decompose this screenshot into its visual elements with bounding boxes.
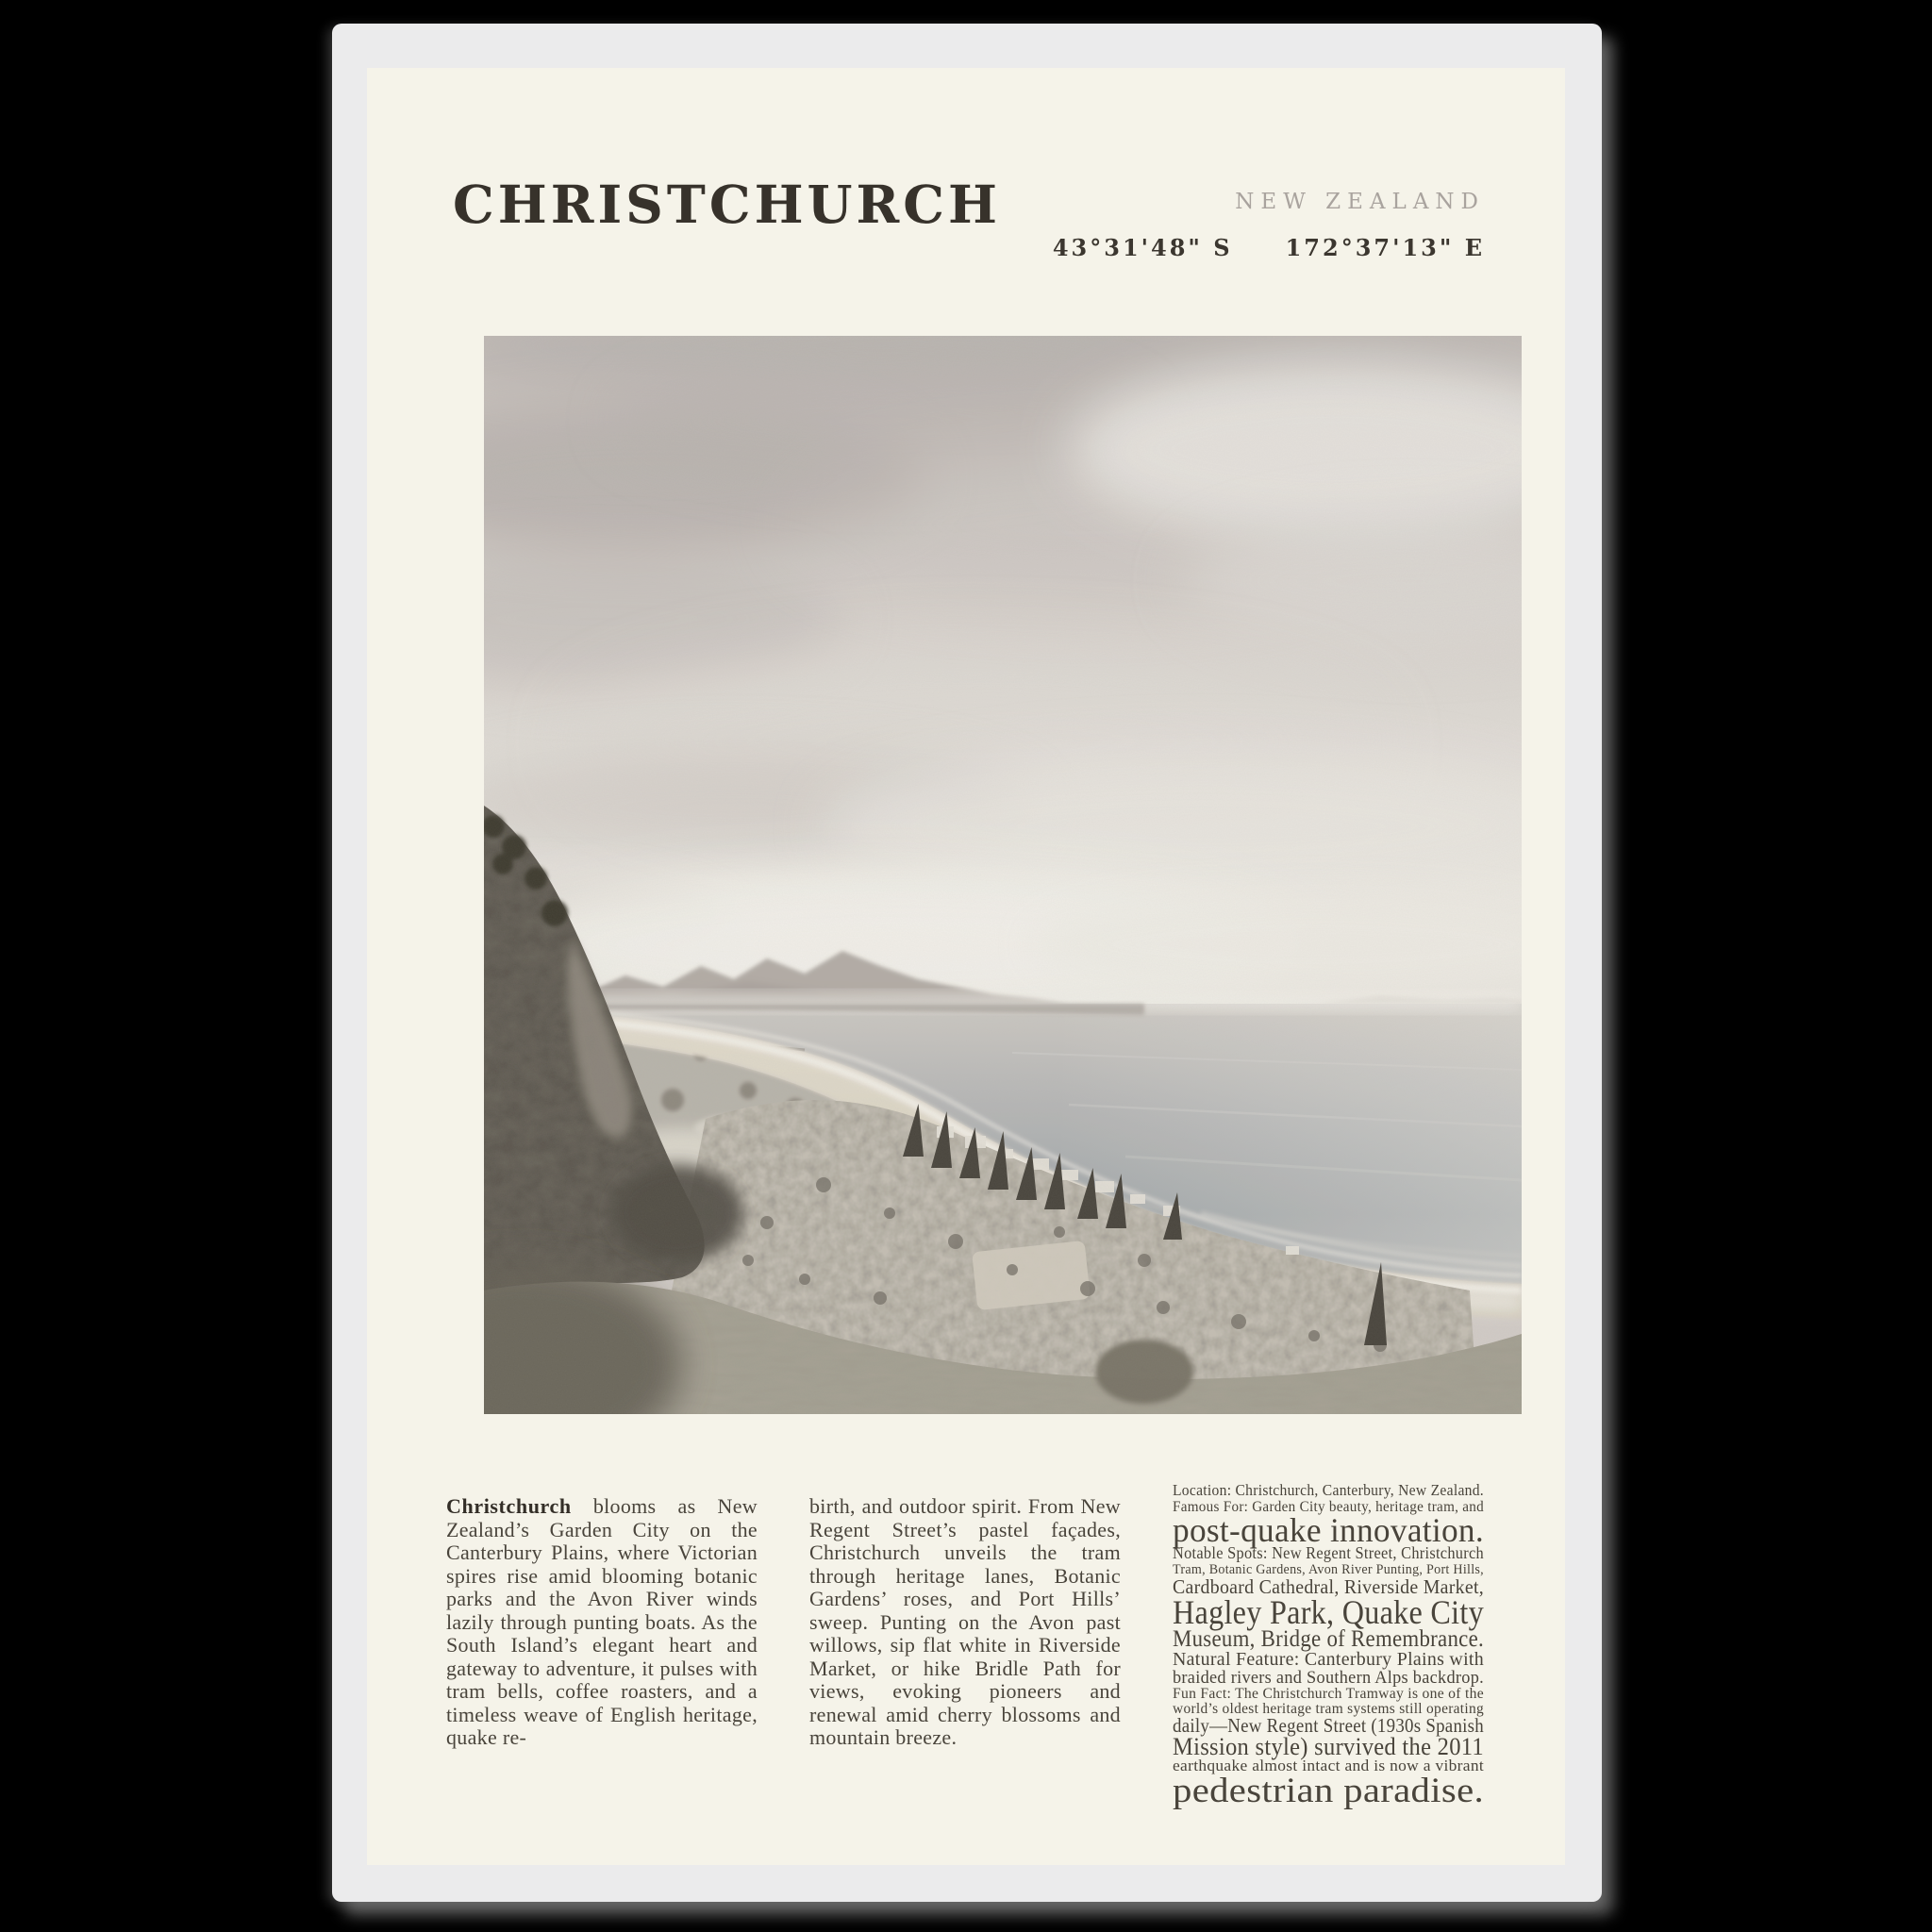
film-grain — [484, 336, 1522, 1414]
longitude-value: 172°37'13" E — [1285, 234, 1485, 261]
fact-line: Natural Feature: Canterbury Plains with — [1173, 1649, 1484, 1670]
fact-line: post-quake innovation. — [1173, 1511, 1484, 1549]
fact-line: Location: Christchurch, Canterbury, New Zealand. — [1173, 1481, 1484, 1499]
fact-line: Famous For: Garden City beauty, heritage tram, and — [1173, 1499, 1484, 1515]
fact-line: Mission style) survived the 2011 — [1173, 1733, 1484, 1760]
justified-facts-text — [1173, 1481, 1484, 1810]
fact-line: braided rivers and Southern Alps backdrop. — [1173, 1668, 1484, 1688]
fact-line: Fun Fact: The Christchurch Tramway is one of the — [1173, 1686, 1484, 1702]
body-column-1: Christchurch blooms as New Zealand’s Garden City on the Canterbury Plains, where Victorian spires rise amid blooming botanic parks and the Avon River winds lazily through punting boats. As the South Island’s elegant heart and gateway to adventure, it pulses with tram bells, coffee roasters, and a timeless weave of English heritage, quake re- — [446, 1494, 758, 1749]
coordinates — [1052, 234, 1485, 261]
country-label: NEW ZEALAND — [1235, 190, 1485, 214]
fact-line: earthquake almost intact and is now a vibrant — [1173, 1757, 1484, 1774]
lead-word: Christchurch — [446, 1494, 572, 1518]
latitude-value: 43°31'48" S — [1052, 234, 1233, 261]
fact-line: daily—New Regent Street (1930s Spanish — [1173, 1714, 1484, 1737]
fact-line: Tram, Botanic Gardens, Avon River Punting, Port Hills, — [1173, 1562, 1484, 1577]
poster-title: CHRISTCHURCH — [453, 174, 1001, 235]
fact-line: Notable Spots: New Regent Street, Christchurch — [1173, 1543, 1484, 1562]
body-column-2: birth, and outdoor spirit. From New Regent Street’s pastel façades, Christchurch unveils the tram through heritage lanes, Botanic Gardens’ roses, and Port Hills’ sweep. Punting on the Avon past willows, sip flat white in Riverside Market, or hike Bridle Path for views, evoking pioneers and renewal amid cherry blossoms and mountain breeze. — [809, 1494, 1121, 1749]
description-columns — [446, 1481, 1484, 1810]
poster-frame — [332, 24, 1602, 1902]
fact-line: world’s oldest heritage tram systems still operating — [1173, 1701, 1484, 1717]
fact-line: Hagley Park, Quake City — [1173, 1593, 1484, 1631]
hero-photo — [484, 336, 1522, 1414]
fact-line: pedestrian paradise. — [1173, 1772, 1484, 1810]
coastal-photo-illustration — [484, 336, 1522, 1414]
facts-column — [1173, 1481, 1484, 1810]
fact-line: Cardboard Cathedral, Riverside Market, — [1173, 1575, 1484, 1598]
fact-line: Museum, Bridge of Remembrance. — [1173, 1626, 1484, 1652]
